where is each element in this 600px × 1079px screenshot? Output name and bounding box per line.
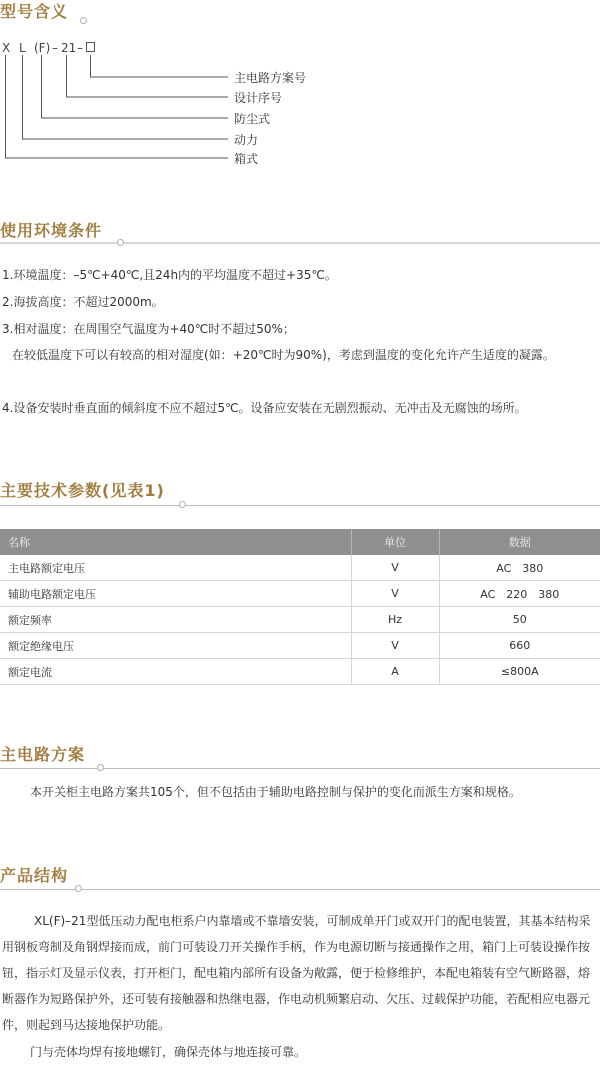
callout-power: 动力 <box>234 133 259 147</box>
callout-dustproof: 防尘式 <box>234 112 271 126</box>
environment-item: 1.环境温度：–5℃+40℃,且24h内的平均温度不超过+35℃。 <box>2 268 337 282</box>
table-cell: V <box>351 555 439 581</box>
section-title-structure: 产品结构 <box>0 866 69 885</box>
table-cell: V <box>351 633 439 659</box>
section-rule <box>0 768 600 769</box>
table-row <box>0 659 600 685</box>
table-row <box>0 633 600 659</box>
section-title-params: 主要技术参数(见表1) <box>0 481 165 500</box>
code-num: 21 <box>61 41 77 55</box>
table-header-name: 名称 <box>0 529 351 555</box>
table-cell: 50 <box>439 607 600 633</box>
table-cell: Hz <box>351 607 439 633</box>
code-dash: – <box>77 41 83 55</box>
environment-item: 4.设备安装时垂直面的倾斜度不应不超过5℃。设备应安装在无剧烈振动、无冲击及无腐蚀的场所。 <box>2 401 527 415</box>
environment-item: 2.海拔高度：不超过2000m。 <box>2 295 164 309</box>
section-rule <box>0 505 600 506</box>
table-row <box>0 555 600 581</box>
environment-item: 在较低温度下可以有较高的相对湿度(如：+20℃时为90%)，考虑到温度的变化允许产生适度的凝露。 <box>12 348 555 362</box>
section-rule <box>0 242 600 244</box>
callout-lines <box>0 38 240 178</box>
table-cell: 额定电流 <box>0 659 351 685</box>
code-l: L <box>19 41 26 55</box>
table-row <box>0 607 600 633</box>
table-cell: V <box>351 581 439 607</box>
code-f: (F) <box>34 41 51 55</box>
parameters-table <box>0 529 600 685</box>
table-cell: 辅助电路额定电压 <box>0 581 351 607</box>
table-cell: AC 380 <box>439 555 600 581</box>
circle-ornament <box>117 239 124 246</box>
section-title-model: 型号含义 <box>0 2 69 21</box>
section-rule <box>0 889 600 890</box>
callout-box-type: 箱式 <box>234 152 259 166</box>
environment-item: 3.相对温度：在周围空气温度为+40℃时不超过50%； <box>2 322 295 336</box>
section-title-environment: 使用环境条件 <box>0 221 103 240</box>
callout-design-serial: 设计序号 <box>234 91 283 105</box>
circle-ornament <box>179 501 186 508</box>
table-cell: 额定绝缘电压 <box>0 633 351 659</box>
circle-ornament <box>97 764 104 771</box>
table-cell: AC 220 380 <box>439 581 600 607</box>
table-header-data: 数据 <box>439 529 600 555</box>
section-title-circuit: 主电路方案 <box>0 745 86 764</box>
table-header-row <box>0 529 600 555</box>
code-x: X <box>2 41 11 55</box>
structure-paragraph: 门与壳体均焊有接地螺钉，确保壳体与地连接可靠。 <box>30 1045 307 1059</box>
callout-scheme-number: 主电路方案号 <box>234 71 307 85</box>
circle-ornament <box>80 17 87 24</box>
table-header-unit: 单位 <box>351 529 439 555</box>
model-code-diagram <box>0 38 600 178</box>
table-cell: 额定频率 <box>0 607 351 633</box>
code-dash: – <box>52 41 58 55</box>
table-cell: 660 <box>439 633 600 659</box>
table-cell: ≤800A <box>439 659 600 685</box>
circle-ornament <box>75 885 82 892</box>
structure-paragraph: XL(F)–21型低压动力配电柜系户内靠墙或不靠墙安装，可制成单开门或双开门的配电装置，其基本结构采用钢板弯制及角钢焊接而成，前门可装设刀开关操作手柄，作为电源切断与接通操作之用，箱门上可装设操作按钮，指示灯及显示仪表，打开柜门，配电箱内部所有设备为敞露，便于检修维护，本配电箱装有空气断路器，熔断器作为短路保护外，还可装有接触器和热继电器，作电动机频繁启动、欠压、过载保护功能，若配相应电器元件，则起到马达接地保护功能。 <box>2 914 591 1032</box>
table-row <box>0 581 600 607</box>
table-cell: A <box>351 659 439 685</box>
table-cell: 主电路额定电压 <box>0 555 351 581</box>
circuit-description: 本开关柜主电路方案共105个，但不包括由于辅助电路控制与保护的变化而派生方案和规格。 <box>30 785 521 799</box>
